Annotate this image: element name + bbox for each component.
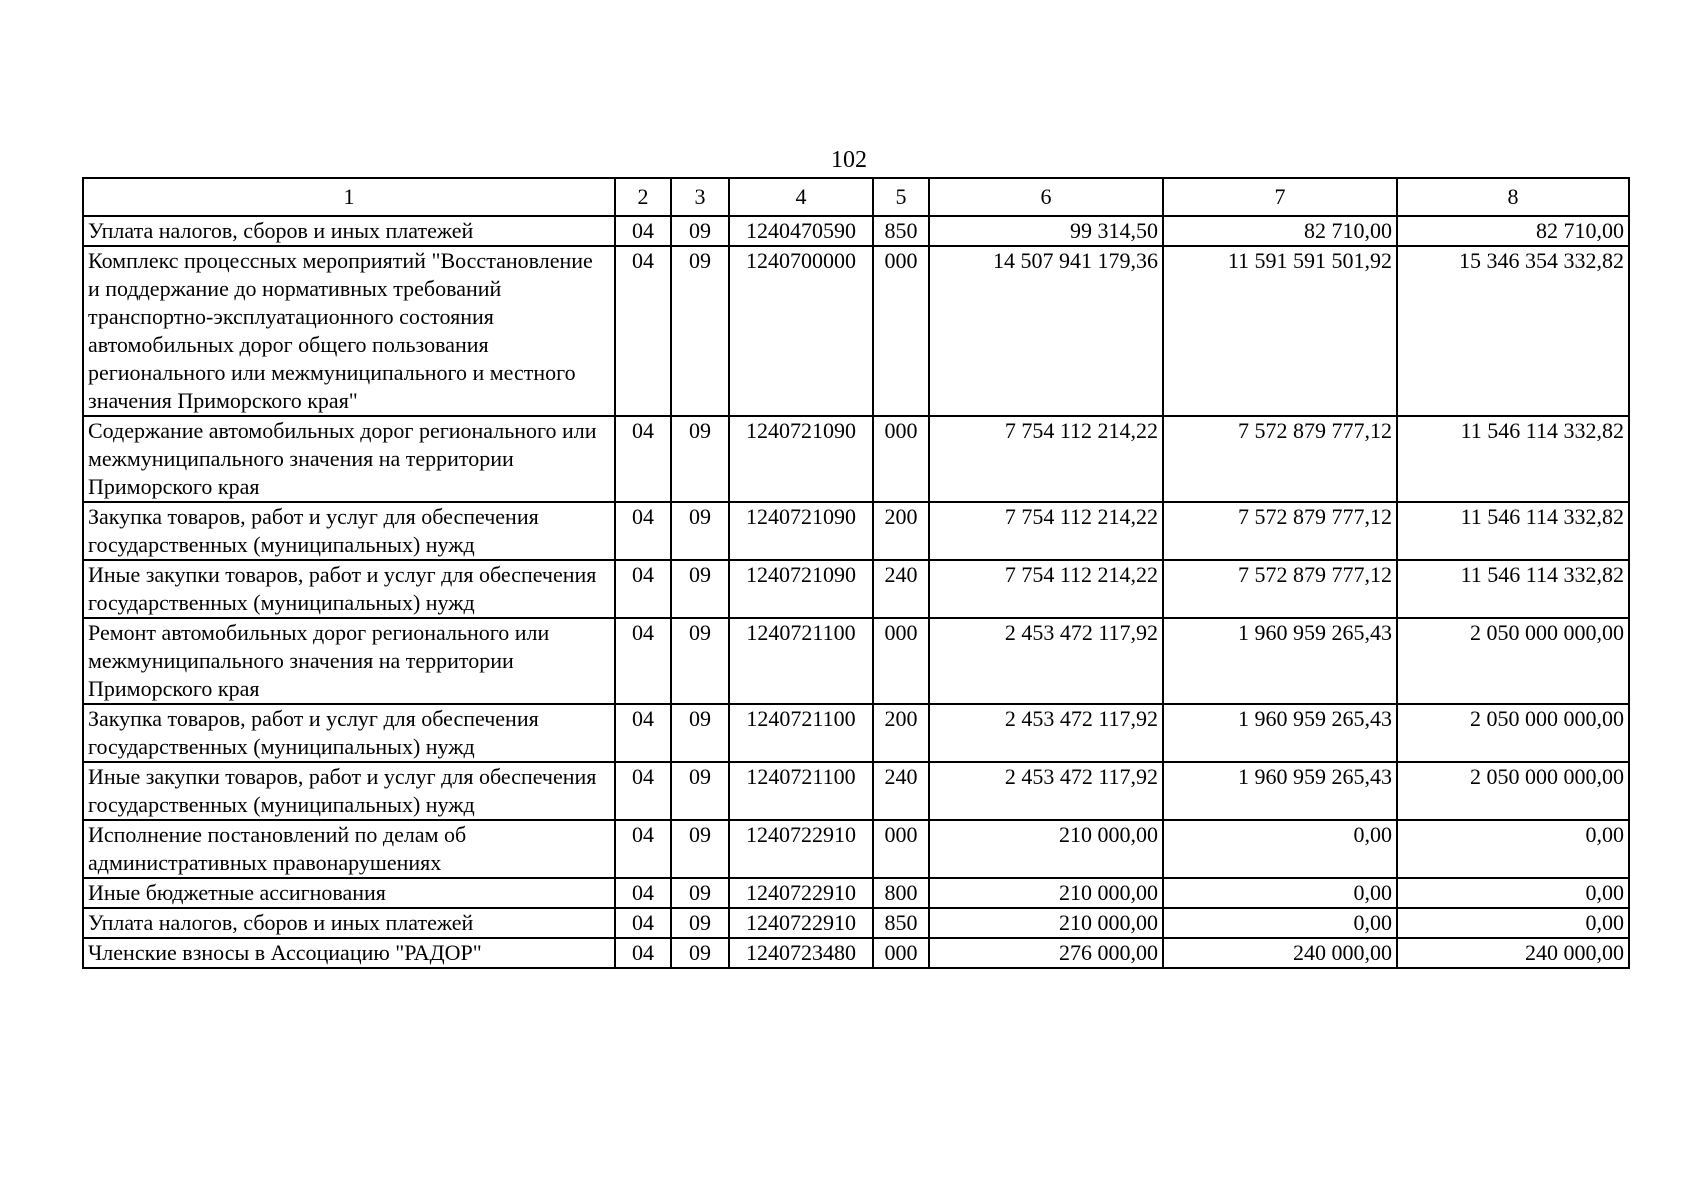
amount-col8-cell: 15 346 354 332,82 bbox=[1397, 246, 1629, 416]
target-article-cell: 1240721100 bbox=[729, 618, 873, 704]
amount-col6-cell: 2 453 472 117,92 bbox=[929, 704, 1163, 762]
subsection-code-cell: 09 bbox=[671, 820, 729, 878]
expense-type-cell: 800 bbox=[873, 878, 929, 908]
table-row bbox=[83, 216, 1629, 246]
section-code-cell: 04 bbox=[615, 762, 671, 820]
subsection-code-cell: 09 bbox=[671, 416, 729, 502]
table-row bbox=[83, 938, 1629, 968]
target-article-cell: 1240721090 bbox=[729, 502, 873, 560]
column-header: 1 bbox=[83, 178, 615, 216]
header-row bbox=[83, 178, 1629, 216]
expense-type-cell: 000 bbox=[873, 938, 929, 968]
column-header: 4 bbox=[729, 178, 873, 216]
table-row bbox=[83, 820, 1629, 878]
row-name-cell: Членские взносы в Ассоциацию "РАДОР" bbox=[83, 938, 615, 968]
row-name-cell: Закупка товаров, работ и услуг для обеспечения государственных (муниципальных) нужд bbox=[83, 704, 615, 762]
section-code-cell: 04 bbox=[615, 246, 671, 416]
subsection-code-cell: 09 bbox=[671, 560, 729, 618]
subsection-code-cell: 09 bbox=[671, 216, 729, 246]
section-code-cell: 04 bbox=[615, 416, 671, 502]
expense-type-cell: 000 bbox=[873, 618, 929, 704]
amount-col7-cell: 7 572 879 777,12 bbox=[1163, 416, 1397, 502]
amount-col8-cell: 11 546 114 332,82 bbox=[1397, 502, 1629, 560]
amount-col8-cell: 11 546 114 332,82 bbox=[1397, 560, 1629, 618]
table-row bbox=[83, 618, 1629, 704]
subsection-code-cell: 09 bbox=[671, 908, 729, 938]
amount-col6-cell: 7 754 112 214,22 bbox=[929, 416, 1163, 502]
target-article-cell: 1240723480 bbox=[729, 938, 873, 968]
amount-col8-cell: 2 050 000 000,00 bbox=[1397, 704, 1629, 762]
subsection-code-cell: 09 bbox=[671, 938, 729, 968]
amount-col7-cell: 1 960 959 265,43 bbox=[1163, 704, 1397, 762]
table-row bbox=[83, 502, 1629, 560]
column-header: 3 bbox=[671, 178, 729, 216]
expense-type-cell: 000 bbox=[873, 246, 929, 416]
expense-type-cell: 240 bbox=[873, 762, 929, 820]
amount-col7-cell: 11 591 591 501,92 bbox=[1163, 246, 1397, 416]
subsection-code-cell: 09 bbox=[671, 762, 729, 820]
column-header: 2 bbox=[615, 178, 671, 216]
subsection-code-cell: 09 bbox=[671, 246, 729, 416]
section-code-cell: 04 bbox=[615, 878, 671, 908]
expense-type-cell: 850 bbox=[873, 216, 929, 246]
row-name-cell: Исполнение постановлений по делам об административных правонарушениях bbox=[83, 820, 615, 878]
subsection-code-cell: 09 bbox=[671, 878, 729, 908]
page-number: 102 bbox=[831, 147, 867, 173]
target-article-cell: 1240721090 bbox=[729, 416, 873, 502]
amount-col8-cell: 0,00 bbox=[1397, 820, 1629, 878]
expense-type-cell: 200 bbox=[873, 704, 929, 762]
target-article-cell: 1240722910 bbox=[729, 820, 873, 878]
amount-col7-cell: 82 710,00 bbox=[1163, 216, 1397, 246]
amount-col8-cell: 0,00 bbox=[1397, 908, 1629, 938]
amount-col6-cell: 210 000,00 bbox=[929, 908, 1163, 938]
table-row bbox=[83, 878, 1629, 908]
expense-type-cell: 200 bbox=[873, 502, 929, 560]
target-article-cell: 1240721090 bbox=[729, 560, 873, 618]
expense-type-cell: 240 bbox=[873, 560, 929, 618]
amount-col6-cell: 14 507 941 179,36 bbox=[929, 246, 1163, 416]
section-code-cell: 04 bbox=[615, 704, 671, 762]
section-code-cell: 04 bbox=[615, 908, 671, 938]
amount-col8-cell: 0,00 bbox=[1397, 878, 1629, 908]
table-row bbox=[83, 560, 1629, 618]
amount-col6-cell: 7 754 112 214,22 bbox=[929, 502, 1163, 560]
row-name-cell: Комплекс процессных мероприятий "Восстановление и поддержание до нормативных требований транспортно-эксплуатационного состояния автомобильных дорог общего пользования регионального или межмуниципального и местного значения Приморского края" bbox=[83, 246, 615, 416]
amount-col7-cell: 7 572 879 777,12 bbox=[1163, 560, 1397, 618]
column-header: 5 bbox=[873, 178, 929, 216]
subsection-code-cell: 09 bbox=[671, 618, 729, 704]
amount-col6-cell: 210 000,00 bbox=[929, 878, 1163, 908]
amount-col6-cell: 276 000,00 bbox=[929, 938, 1163, 968]
subsection-code-cell: 09 bbox=[671, 502, 729, 560]
table-row bbox=[83, 704, 1629, 762]
table-row bbox=[83, 762, 1629, 820]
amount-col7-cell: 0,00 bbox=[1163, 878, 1397, 908]
amount-col8-cell: 2 050 000 000,00 bbox=[1397, 762, 1629, 820]
amount-col7-cell: 1 960 959 265,43 bbox=[1163, 618, 1397, 704]
row-name-cell: Содержание автомобильных дорог регионального или межмуниципального значения на территории Приморского края bbox=[83, 416, 615, 502]
column-header: 8 bbox=[1397, 178, 1629, 216]
section-code-cell: 04 bbox=[615, 938, 671, 968]
row-name-cell: Уплата налогов, сборов и иных платежей bbox=[83, 216, 615, 246]
target-article-cell: 1240722910 bbox=[729, 908, 873, 938]
section-code-cell: 04 bbox=[615, 618, 671, 704]
section-code-cell: 04 bbox=[615, 502, 671, 560]
table-row bbox=[83, 246, 1629, 416]
budget-table bbox=[82, 177, 1630, 969]
table-row bbox=[83, 908, 1629, 938]
target-article-cell: 1240700000 bbox=[729, 246, 873, 416]
amount-col6-cell: 210 000,00 bbox=[929, 820, 1163, 878]
amount-col8-cell: 2 050 000 000,00 bbox=[1397, 618, 1629, 704]
amount-col7-cell: 7 572 879 777,12 bbox=[1163, 502, 1397, 560]
amount-col7-cell: 0,00 bbox=[1163, 908, 1397, 938]
column-header: 7 bbox=[1163, 178, 1397, 216]
amount-col8-cell: 240 000,00 bbox=[1397, 938, 1629, 968]
expense-type-cell: 850 bbox=[873, 908, 929, 938]
target-article-cell: 1240721100 bbox=[729, 704, 873, 762]
row-name-cell: Иные бюджетные ассигнования bbox=[83, 878, 615, 908]
section-code-cell: 04 bbox=[615, 216, 671, 246]
amount-col6-cell: 7 754 112 214,22 bbox=[929, 560, 1163, 618]
expense-type-cell: 000 bbox=[873, 820, 929, 878]
column-header: 6 bbox=[929, 178, 1163, 216]
row-name-cell: Ремонт автомобильных дорог регионального или межмуниципального значения на территории Приморского края bbox=[83, 618, 615, 704]
amount-col6-cell: 2 453 472 117,92 bbox=[929, 618, 1163, 704]
amount-col8-cell: 82 710,00 bbox=[1397, 216, 1629, 246]
table-row bbox=[83, 416, 1629, 502]
row-name-cell: Уплата налогов, сборов и иных платежей bbox=[83, 908, 615, 938]
section-code-cell: 04 bbox=[615, 820, 671, 878]
table-body bbox=[83, 216, 1629, 968]
expense-type-cell: 000 bbox=[873, 416, 929, 502]
amount-col7-cell: 1 960 959 265,43 bbox=[1163, 762, 1397, 820]
amount-col7-cell: 240 000,00 bbox=[1163, 938, 1397, 968]
amount-col8-cell: 11 546 114 332,82 bbox=[1397, 416, 1629, 502]
amount-col6-cell: 99 314,50 bbox=[929, 216, 1163, 246]
row-name-cell: Иные закупки товаров, работ и услуг для обеспечения государственных (муниципальных) нужд bbox=[83, 560, 615, 618]
row-name-cell: Закупка товаров, работ и услуг для обеспечения государственных (муниципальных) нужд bbox=[83, 502, 615, 560]
amount-col6-cell: 2 453 472 117,92 bbox=[929, 762, 1163, 820]
target-article-cell: 1240721100 bbox=[729, 762, 873, 820]
target-article-cell: 1240722910 bbox=[729, 878, 873, 908]
target-article-cell: 1240470590 bbox=[729, 216, 873, 246]
section-code-cell: 04 bbox=[615, 560, 671, 618]
amount-col7-cell: 0,00 bbox=[1163, 820, 1397, 878]
row-name-cell: Иные закупки товаров, работ и услуг для обеспечения государственных (муниципальных) нужд bbox=[83, 762, 615, 820]
subsection-code-cell: 09 bbox=[671, 704, 729, 762]
